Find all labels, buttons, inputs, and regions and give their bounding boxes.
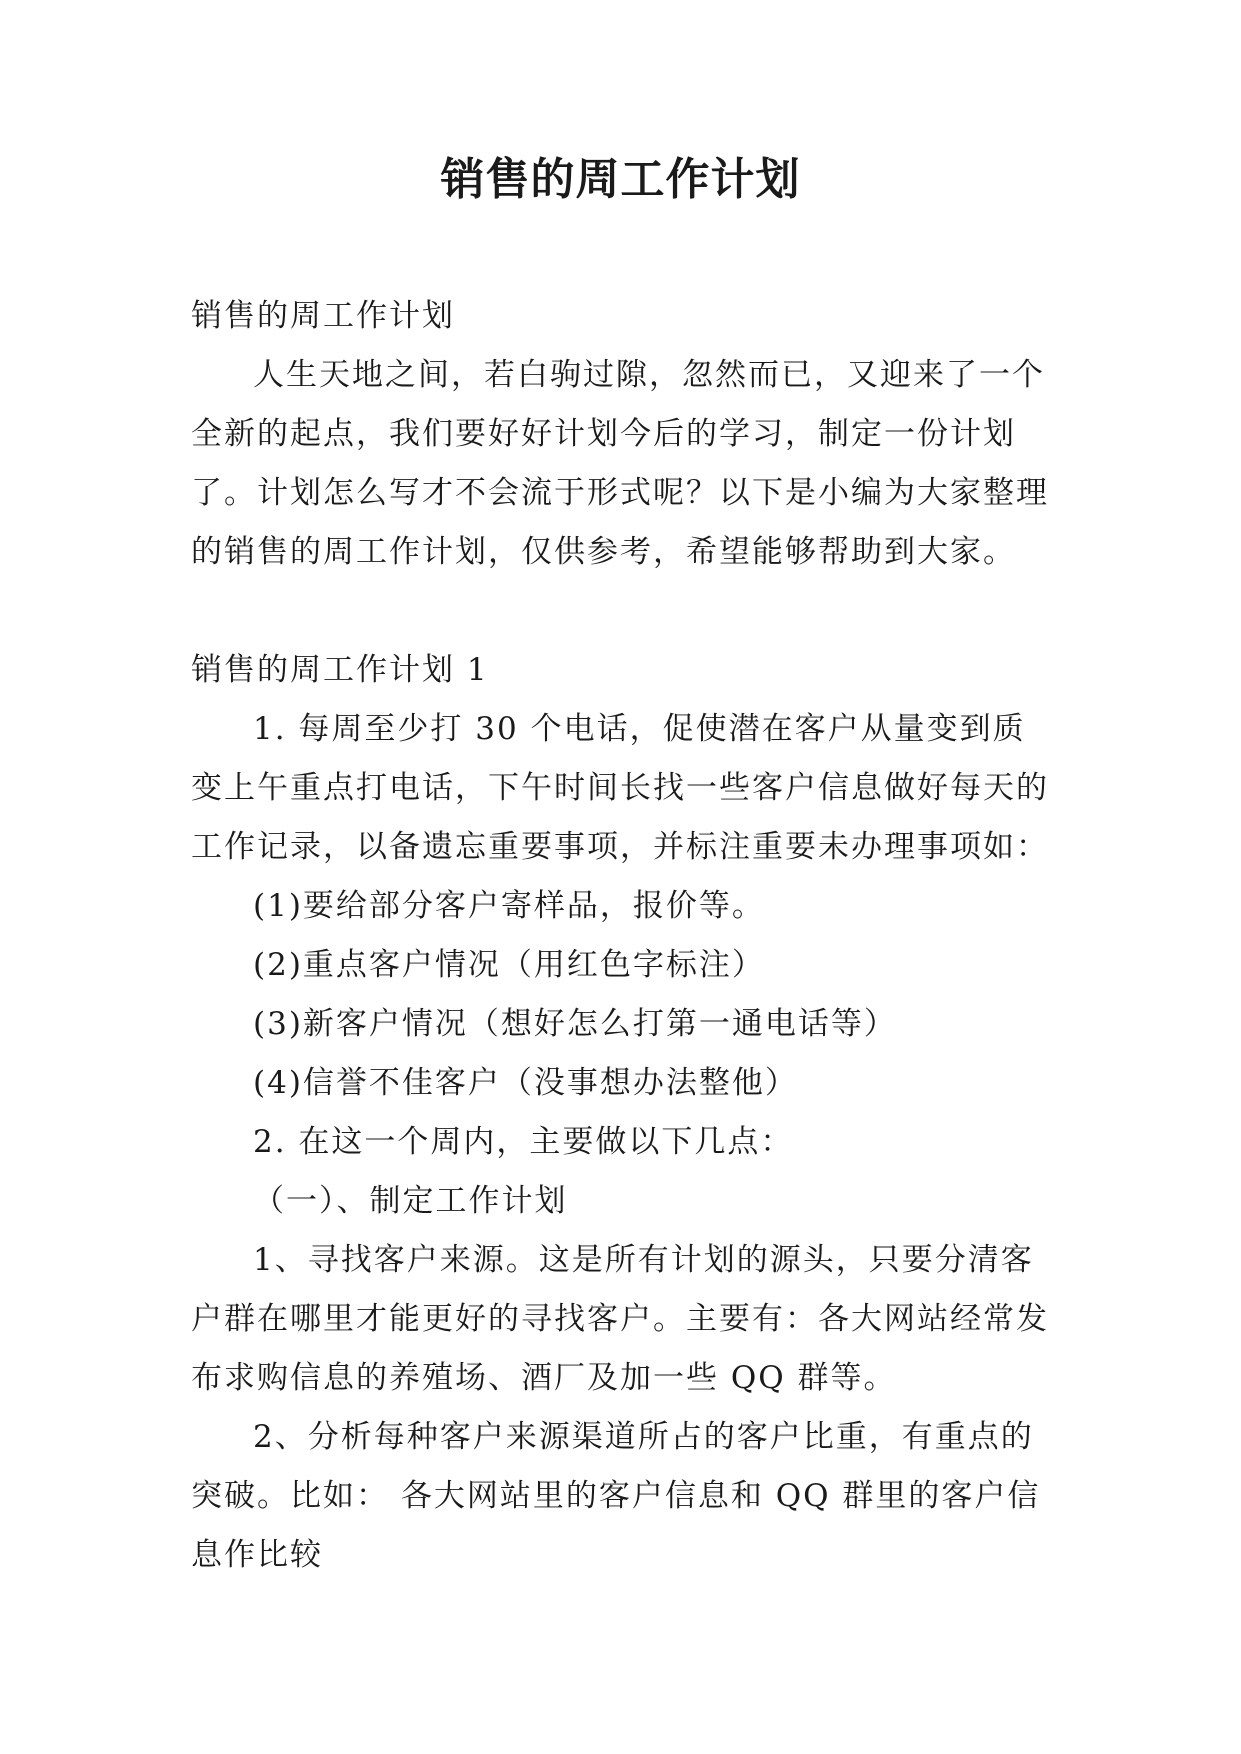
document-title: 销售的周工作计划: [440, 154, 801, 205]
list-item: (2)重点客户情况（用红色字标注）: [253, 947, 765, 983]
paragraph-spacer: [191, 582, 1053, 641]
list-item: (1)要给部分客户寄样品，报价等。: [253, 888, 765, 924]
body-paragraph: 2. 在这一个周内，主要做以下几点：: [253, 1124, 794, 1160]
section-heading: 销售的周工作计划: [191, 298, 455, 334]
body-paragraph: 1. 每周至少打 30 个电话，促使潜在客户从量变到质变上午重点打电话，下午时间长找一些客户信息做好每天的工作记录，以备遗忘重要事项，并标注重要未办理事项如：: [191, 711, 1049, 865]
intro-paragraph: 人生天地之间，若白驹过隙，忽然而已，又迎来了一个全新的起点，我们要好好计划今后的学习，制定一份计划了。计划怎么写才不会流于形式呢？以下是小编为大家整理的销售的周工作计划，仅供参考，希望能够帮助到大家。: [191, 357, 1049, 570]
plan-heading: 销售的周工作计划 1: [191, 652, 489, 688]
body-paragraph: 2、分析每种客户来源渠道所占的客户比重，有重点的突破。比如： 各大网站里的客户信息和 QQ 群里的客户信息作比较: [191, 1419, 1041, 1573]
subsection-heading: （一）、制定工作计划: [253, 1183, 568, 1219]
body-paragraph: 1、寻找客户来源。这是所有计划的源头，只要分清客户群在哪里才能更好的寻找客户。主要有：各大网站经常发布求购信息的养殖场、酒厂及加一些 QQ 群等。: [191, 1242, 1049, 1396]
list-item: (3)新客户情况（想好怎么打第一通电话等）: [253, 1006, 897, 1042]
list-item: (4)信誉不佳客户（没事想办法整他）: [253, 1065, 798, 1101]
document-body: [191, 287, 1053, 1585]
